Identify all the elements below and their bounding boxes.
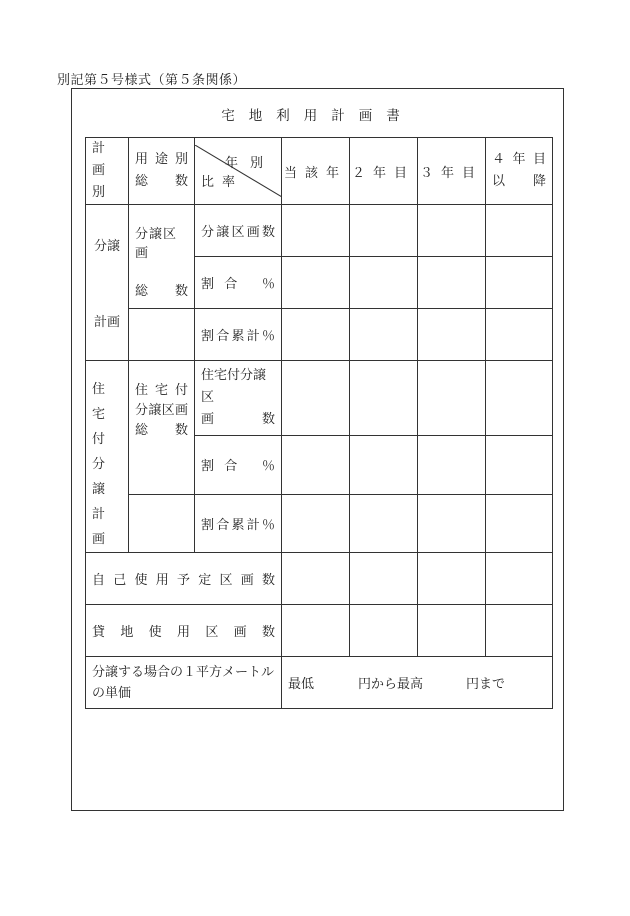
house-lots-count-line2: 画数 — [201, 412, 275, 428]
data-cell[interactable] — [418, 361, 486, 436]
data-cell[interactable] — [418, 309, 486, 361]
sale-cumulative-text: 割合累計％ — [201, 329, 275, 344]
data-cell[interactable] — [350, 553, 418, 605]
data-cell[interactable] — [418, 494, 486, 552]
header-year-4-text: ４年目 — [492, 152, 546, 167]
data-cell[interactable] — [282, 605, 350, 657]
house-lots-count-label — [195, 361, 282, 436]
rental-label — [86, 605, 282, 657]
data-cell[interactable] — [486, 257, 553, 309]
sale-plan-label — [86, 205, 129, 361]
price-end-label: 円まで — [466, 676, 506, 692]
self-use-row — [86, 553, 553, 605]
price-mid-label: 円から最高 — [358, 676, 424, 692]
data-cell[interactable] — [282, 361, 350, 436]
sale-lots-count-label — [195, 205, 282, 257]
data-cell[interactable] — [486, 494, 553, 552]
house-lots-line1: 住宅付 — [135, 383, 188, 398]
data-cell[interactable] — [282, 436, 350, 494]
sale-total-label: 総数 — [135, 284, 188, 299]
header-plan-type — [86, 138, 129, 205]
data-cell[interactable] — [486, 361, 553, 436]
data-cell[interactable] — [418, 553, 486, 605]
data-cell[interactable] — [350, 436, 418, 494]
plan-table-wrapper — [85, 137, 553, 709]
page-title: 宅地利用計画書 — [221, 108, 414, 124]
data-cell[interactable] — [418, 436, 486, 494]
header-row — [86, 138, 553, 205]
data-cell[interactable] — [350, 257, 418, 309]
form-number-label: 別記第５号様式（第５条関係） — [57, 73, 247, 88]
data-cell[interactable] — [350, 605, 418, 657]
header-year-label: 年別 — [224, 156, 275, 171]
sale-lots-total-label — [129, 205, 195, 309]
sale-row-lots — [86, 205, 553, 257]
house-cumulative-label — [195, 494, 282, 552]
header-later-text: 以降 — [492, 174, 546, 189]
data-cell[interactable] — [486, 553, 553, 605]
header-year-4-later — [486, 138, 553, 205]
data-cell[interactable] — [282, 309, 350, 361]
self-use-text: 自己使用予定区画数 — [92, 573, 275, 588]
house-plan-label — [86, 361, 129, 553]
header-year-2: ２年目 — [350, 138, 418, 205]
house-cumulative-text: 割合累計％ — [201, 517, 275, 533]
price-row — [86, 657, 553, 709]
self-use-label — [86, 553, 282, 605]
header-year-3: ３年目 — [418, 138, 486, 205]
sale-ratio-label — [195, 257, 282, 309]
header-diagonal-cell — [195, 138, 282, 205]
house-row-cumulative — [86, 494, 553, 552]
header-total-text: 総数 — [135, 174, 188, 189]
house-lots-count-line1: 住宅付分譲区 — [201, 368, 267, 406]
data-cell[interactable] — [350, 309, 418, 361]
price-range-cell[interactable] — [282, 657, 553, 709]
data-cell[interactable] — [418, 205, 486, 257]
rental-row — [86, 605, 553, 657]
data-cell[interactable] — [282, 205, 350, 257]
sale-lots-count-text: 分譲区画数 — [201, 225, 275, 240]
house-lots-total-label — [129, 361, 195, 495]
data-cell[interactable] — [282, 257, 350, 309]
data-cell[interactable] — [486, 205, 553, 257]
data-cell[interactable] — [418, 605, 486, 657]
rental-text: 貸地使用区画数 — [92, 625, 275, 640]
house-plan-label-text: 住宅付分譲計画 — [92, 382, 112, 547]
data-cell[interactable] — [486, 436, 553, 494]
data-cell[interactable] — [350, 494, 418, 552]
data-cell[interactable] — [418, 257, 486, 309]
sale-ratio-text: 割合 ％ — [201, 277, 275, 292]
price-min-label: 最低 — [288, 676, 315, 692]
house-lots-line3: 総数 — [135, 423, 188, 438]
header-usage-total — [129, 138, 195, 205]
sale-cumulative-label — [195, 309, 282, 361]
data-cell[interactable] — [282, 494, 350, 552]
house-ratio-text: 割合 ％ — [201, 459, 275, 475]
sale-lots-label: 分譲区画 — [135, 227, 178, 261]
sale-empty-cell — [129, 309, 195, 361]
sale-row-cumulative — [86, 309, 553, 361]
plan-table — [85, 137, 553, 709]
price-label-text: 分譲する場合の１平方メートルの単価 — [92, 664, 275, 701]
price-label — [86, 657, 282, 709]
data-cell[interactable] — [486, 309, 553, 361]
header-ratio-label: 比率 — [201, 175, 244, 190]
house-empty-cell — [129, 494, 195, 552]
data-cell[interactable] — [486, 605, 553, 657]
house-row-lots — [86, 361, 553, 436]
data-cell[interactable] — [350, 361, 418, 436]
sale-plan-label-bottom: 計画 — [94, 315, 121, 330]
house-lots-line2: 分譲区画 — [135, 403, 188, 418]
header-usage-text: 用途別 — [135, 152, 188, 167]
sale-plan-label-top: 分譲 — [94, 239, 121, 254]
data-cell[interactable] — [282, 553, 350, 605]
header-current-year: 当該年 — [282, 138, 350, 205]
house-ratio-label — [195, 436, 282, 494]
header-plan-type-text: 計画別 — [92, 141, 114, 200]
data-cell[interactable] — [350, 205, 418, 257]
